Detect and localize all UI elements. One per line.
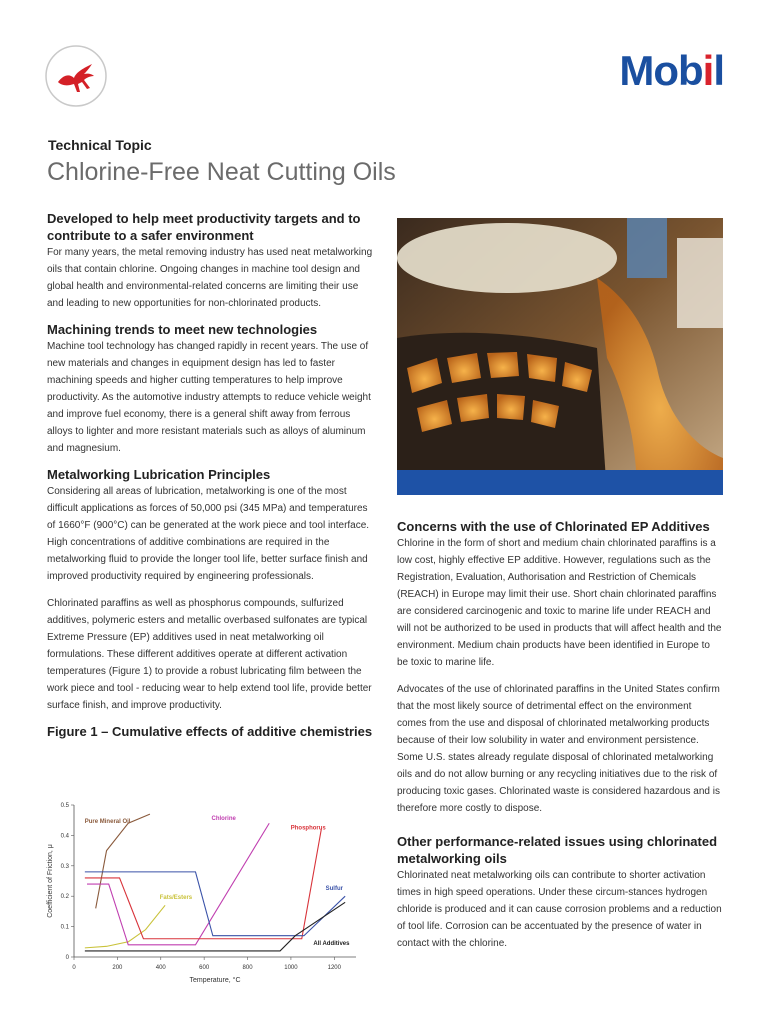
- section-body: Advocates of the use of chlorinated paraffins in the United States confirm that the most likely source of detrimental effect on the environment comes from the use and disposal of chlorinated metalworking products because of their low solubility in water and environment persistence. Some U.S. states already regulate disposal of chlorinated metalworking oils and do not allow burning or any recycling initiatives due to the risk of producing toxic gases. Chlorinated waste is considered hazardous and is therefore more costly to dispose.: [397, 684, 720, 814]
- section-lubrication-principles: [47, 466, 375, 714]
- section-performance-issues: [397, 833, 723, 952]
- series-label-all-additives: All Additives: [313, 940, 350, 947]
- mobil-logo: Mobil: [619, 47, 724, 94]
- additive-chart: [44, 795, 374, 995]
- y-tick-label: 0.1: [60, 924, 69, 931]
- section-machining-trends: [47, 321, 375, 457]
- photo-caption-band: [397, 470, 723, 495]
- series-line-sulfur: [85, 872, 345, 936]
- section-heading: Developed to help meet productivity targets and to contribute to a safer environment: [47, 211, 361, 243]
- right-column: [397, 518, 723, 961]
- series-line-phosphorus: [85, 829, 321, 938]
- x-tick-label: 400: [155, 965, 166, 971]
- section-heading: Concerns with the use of Chlorinated EP Additives: [397, 519, 710, 534]
- x-tick-label: 600: [199, 965, 210, 971]
- section-body: Chlorinated neat metalworking oils can contribute to shorter activation times in high speed operations. Under these circum-stances hydrogen chloride is produced and it can cause corrosion problems and a reduction of tool life. Corrosion can be accentuated by the presence of water in contact with the chlorine.: [397, 870, 722, 949]
- section-body: Chlorinated paraffins as well as phosphorus compounds, sulfurized additives, polymeric esters and metallic overbased sulfonates are typical Extreme Pressure (EP) additives used in neat metalworking oil formulations. These different additives operate at different activation temperatures (Figure 1) to provide a robust lubricating film between the work piece and tool - reducing wear to help extend tool life, provide better surface finish, and improve productivity.: [47, 598, 372, 711]
- section-body: Chlorine in the form of short and medium chain chlorinated paraffins is a low cost, highly effective EP additive. However, regulations such as the Registration, Evaluation, Authorisation and Restriction of Chemicals (REACH) in Europe may limit their use. Short chain chlorinated paraffins are considered carcinogenic and toxic to marine life under REACH and will not be authorized to be used in products that will affect health and the environment. Medium chain products have been identified in Europe to be toxic to marine life.: [397, 538, 722, 668]
- series-line-fats-esters: [85, 905, 165, 948]
- y-axis-label: Coefficient of Friction, μ: [47, 844, 54, 918]
- chart-series-group: [85, 814, 345, 951]
- series-label-chlorine: Chlorine: [211, 816, 236, 823]
- y-tick-label: 0.4: [60, 833, 69, 840]
- series-line-pure-mineral-oil: [96, 814, 150, 908]
- section-body: Machine tool technology has changed rapidly in recent years. The use of new materials and changes in equipment design has led to faster machining speeds and higher cutting temperatures to help improve productivity. As the automotive industry attempts to reduce vehicle weight and improve fuel economy, there is a general shift away from ferrous alloys to lighter and more resistant materials such as alloys of aluminum and magnesium.: [47, 341, 371, 454]
- x-tick-label: 1200: [327, 965, 341, 971]
- figure-title: Figure 1 – Cumulative effects of additive chemistries: [47, 724, 373, 739]
- section-body: Considering all areas of lubrication, metalworking is one of the most difficult applications as forces of 50,000 psi (345 MPa) and temperatures of 1660°F (900°C) can be generated at the work piece and tool interface. High concentrations of additive combinations are required in the metalworking fluid to provide the longer tool life, better surface finish and improved productivity required by engineering professionals.: [47, 486, 370, 582]
- series-line-all-additives: [85, 902, 345, 951]
- section-heading: Metalworking Lubrication Principles: [47, 467, 271, 482]
- topic-label: Technical Topic: [48, 137, 152, 153]
- series-label-fats-esters: Fats/Esters: [159, 895, 193, 902]
- section-heading: Other performance-related issues using chlorinated metalworking oils: [397, 834, 718, 866]
- y-tick-label: 0.3: [60, 863, 69, 870]
- section-heading: Machining trends to meet new technologies: [47, 322, 318, 337]
- section-chlorinated-concerns: [397, 518, 723, 817]
- y-tick-label: 0: [65, 955, 69, 961]
- y-tick-label: 0.2: [60, 894, 69, 901]
- section-body: For many years, the metal removing industry has used neat metalworking oils that contain chlorine. Ongoing changes in machine tool design and global health and environmental-related concerns are limiting their use and leading to new opportunities for non-chlorinated products.: [47, 247, 373, 309]
- series-label-sulfur: Sulfur: [325, 886, 343, 893]
- x-tick-label: 800: [242, 965, 253, 971]
- y-tick-label: 0.5: [60, 803, 69, 809]
- page-title: Chlorine-Free Neat Cutting Oils: [47, 158, 396, 186]
- pegasus-icon: [44, 44, 108, 108]
- machining-photo: [397, 218, 723, 495]
- series-label-pure-mineral-oil: Pure Mineral Oil: [84, 819, 131, 826]
- x-axis-label: Temperature, °C: [189, 977, 241, 984]
- x-tick-label: 0: [72, 965, 76, 971]
- x-tick-label: 1000: [284, 965, 298, 971]
- left-column: [47, 210, 375, 740]
- x-tick-label: 200: [112, 965, 123, 971]
- series-label-phosphorus: Phosphorus: [290, 825, 326, 832]
- section-productivity: [47, 210, 375, 312]
- chart-labels: [85, 816, 350, 947]
